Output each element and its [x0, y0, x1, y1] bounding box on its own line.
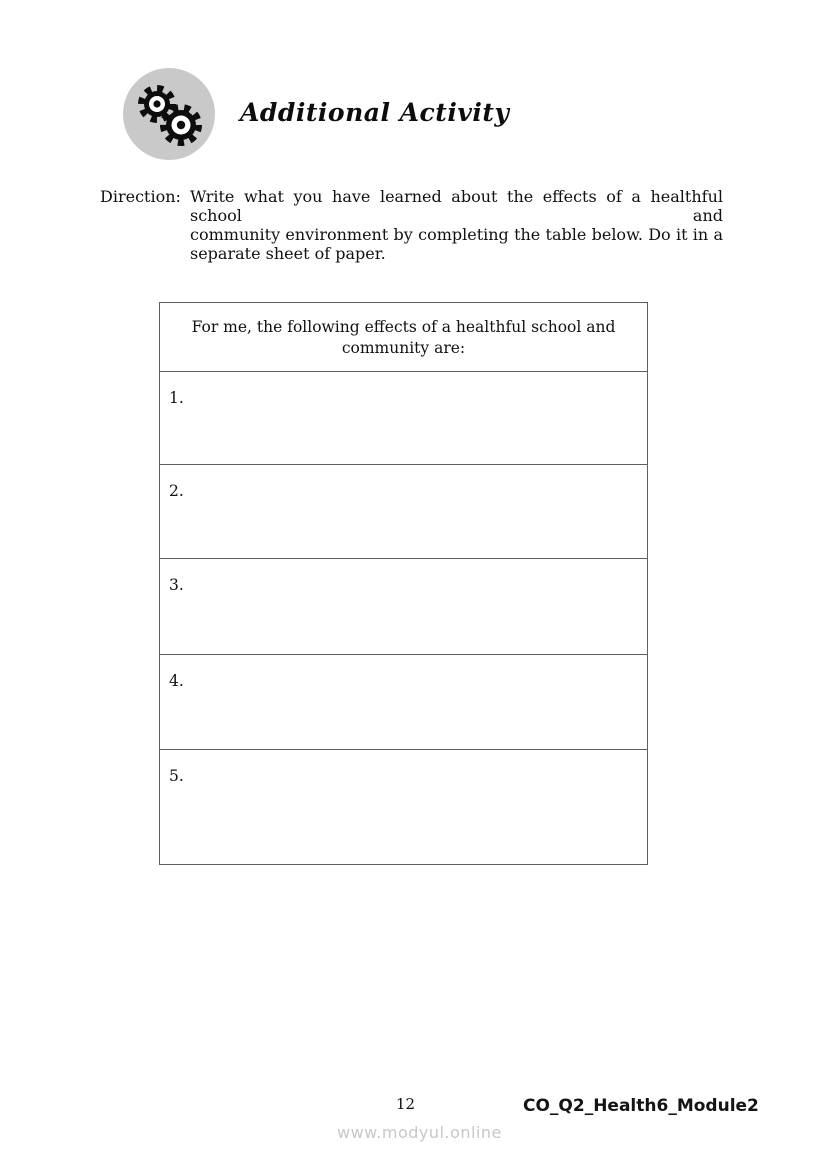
- page-title: Additional Activity: [240, 98, 510, 127]
- row-number: 3.: [169, 576, 184, 594]
- table-row: [160, 654, 647, 749]
- direction-text: [190, 187, 723, 263]
- row-number: 2.: [169, 482, 184, 500]
- watermark-url: www.modyul.online: [337, 1123, 502, 1142]
- effects-table: [159, 302, 648, 865]
- direction-block: [100, 187, 725, 263]
- table-row: [160, 749, 647, 863]
- row-number: 1.: [169, 389, 184, 407]
- page-number: 12: [396, 1095, 416, 1113]
- table-header-row: [160, 303, 647, 371]
- direction-line: community environment by completing the table below. Do it in a: [190, 225, 723, 244]
- direction-line: Write what you have learned about the effects of a healthful school and: [190, 187, 723, 225]
- module-code: CO_Q2_Health6_Module2: [523, 1096, 759, 1116]
- row-number: 5.: [169, 767, 184, 785]
- direction-line: separate sheet of paper.: [190, 244, 386, 263]
- table-row: [160, 464, 647, 558]
- row-number: 4.: [169, 672, 184, 690]
- direction-label: Direction:: [100, 187, 181, 206]
- table-row: [160, 371, 647, 464]
- table-row: [160, 558, 647, 654]
- table-header-text: For me, the following effects of a healthful school and community are:: [191, 318, 616, 357]
- gears-icon: [123, 68, 215, 160]
